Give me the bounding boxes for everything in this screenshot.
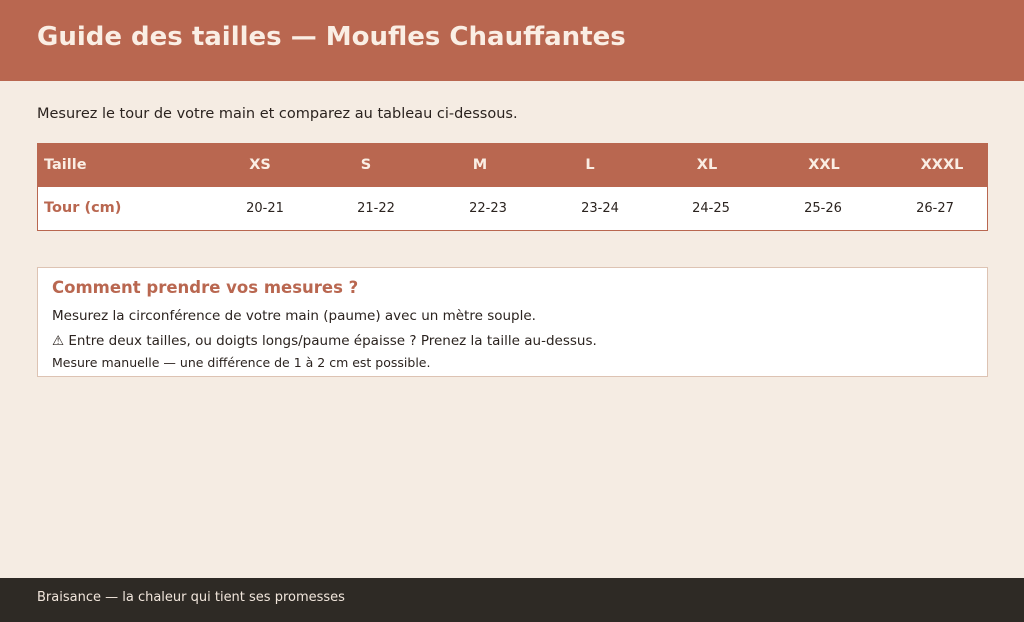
range-xs: 20-21 — [246, 201, 284, 216]
size-header-xxxl: XXXL — [920, 157, 964, 173]
size-table-header-row — [38, 144, 987, 187]
size-header-xxl: XXL — [808, 157, 840, 173]
tips-instruction: Mesurez la circonférence de votre main (paume) avec un mètre souple. — [52, 308, 536, 324]
page-header — [0, 0, 1024, 81]
range-xxl: 25-26 — [804, 201, 842, 216]
tips-disclaimer: Mesure manuelle — une différence de 1 à 2 cm est possible. — [52, 355, 431, 370]
tips-title: Comment prendre vos mesures ? — [52, 278, 359, 297]
range-xl: 24-25 — [692, 201, 730, 216]
measurement-tips-box — [37, 267, 988, 377]
size-header-xs: XS — [249, 157, 271, 173]
hand-circumference-label: Tour (cm) — [44, 200, 122, 216]
size-table — [37, 143, 988, 231]
size-header-label: Taille — [44, 157, 87, 173]
page-title: Guide des tailles — Moufles Chauffantes — [37, 22, 626, 52]
tips-warning: ⚠ Entre deux tailles, ou doigts longs/paume épaisse ? Prenez la taille au-dessus. — [52, 333, 597, 349]
footer-tagline: Braisance — la chaleur qui tient ses promesses — [37, 590, 345, 605]
page-footer — [0, 578, 1024, 622]
size-header-s: S — [360, 157, 372, 173]
size-header-l: L — [585, 157, 595, 173]
range-m: 22-23 — [469, 201, 507, 216]
intro-text: Mesurez le tour de votre main et comparez au tableau ci-dessous. — [37, 106, 518, 122]
range-xxxl: 26-27 — [916, 201, 954, 216]
size-table-row — [38, 187, 987, 230]
range-s: 21-22 — [357, 201, 395, 216]
range-l: 23-24 — [581, 201, 619, 216]
size-header-xl: XL — [696, 157, 718, 173]
size-header-m: M — [472, 157, 488, 173]
